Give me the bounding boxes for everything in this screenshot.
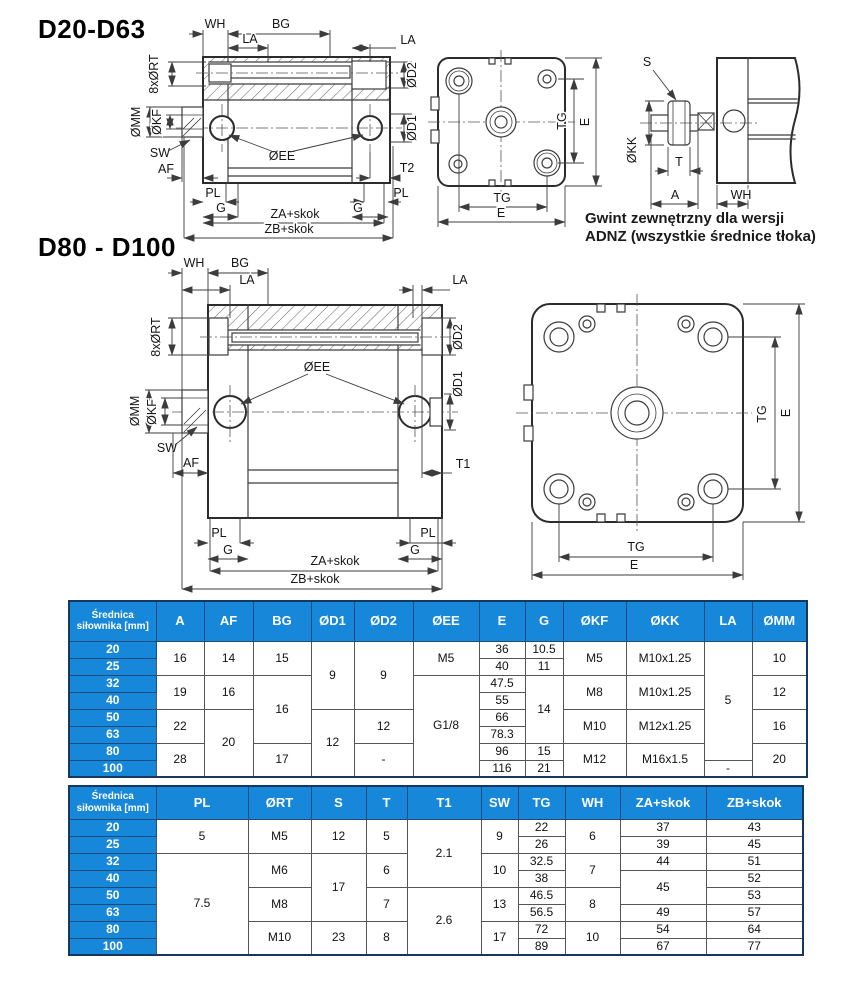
cell-za: 67 [620,938,706,955]
table1-header-diameter: Średnica siłownika [mm] [69,601,156,641]
row-label: 100 [69,938,156,955]
cell-af: 16 [204,675,253,709]
cell-okk: M10x1.25 [626,641,704,675]
dim-label-g-1: G [216,201,226,215]
cell-od1: 12 [311,709,354,777]
dim-label-od1-2: ØD1 [451,371,465,397]
cell-a: 19 [156,675,204,709]
cell-zb: 43 [706,819,803,836]
cell-la: - [704,760,752,777]
row-label: 63 [69,904,156,921]
dim-label-od2-2: ØD2 [451,324,465,350]
table1-header-g: G [525,601,563,641]
row-label: 50 [69,887,156,904]
cell-od1: 9 [311,641,354,709]
cell-od2: 9 [354,641,413,709]
dim-label-wh-2: WH [183,256,205,270]
cell-a: 22 [156,709,204,743]
dim-label-za-1: ZA+skok [270,207,320,221]
dim-label-tg-b1: TG [493,191,511,205]
dim-label-8xort-2: 8xØRT [149,317,163,357]
dim-label-okk: ØKK [625,136,639,164]
row-label: 80 [69,921,156,938]
cell-e: 47.5 [479,675,525,692]
cell-sw: 10 [481,853,518,887]
cell-sw: 9 [481,819,518,853]
table2-header-za: ZA+skok [620,786,706,819]
cell-od2: 12 [354,709,413,743]
drawing-rod-detail [625,55,800,209]
cell-t: 5 [366,819,407,853]
cell-wh: 10 [565,921,620,955]
dim-label-od1-1: ØD1 [405,115,419,141]
dim-label-s: S [642,55,652,69]
dim-label-bg-2: BG [230,256,250,270]
cell-zb: 53 [706,887,803,904]
cell-tg: 26 [518,836,565,853]
dim-label-tg-b2: TG [627,540,645,554]
cell-omm: 16 [752,709,807,743]
cell-okk: M16x1.5 [626,743,704,777]
drawing-d20-front [428,50,602,227]
cell-la: 5 [704,641,752,760]
row-label: 25 [69,836,156,853]
table1-header-oee: ØEE [413,601,479,641]
dim-label-tg-r2: TG [755,405,769,423]
table1-header-omm: ØMM [752,601,807,641]
cell-tg: 56.5 [518,904,565,921]
table2-header-t: T [366,786,407,819]
dim-label-oee-2: ØEE [303,360,331,374]
dim-label-e-r2: E [779,408,793,418]
cell-e: 55 [479,692,525,709]
row-label: 80 [69,743,156,760]
cell-s: 12 [311,819,366,853]
dim-label-la-1: LA [242,32,258,46]
dim-label-za-2: ZA+skok [310,554,360,568]
cell-e: 36 [479,641,525,658]
dim-label-okf-2: ØKF [145,399,159,425]
cell-okk: M10x1.25 [626,675,704,709]
table1-header-a: A [156,601,204,641]
cell-s: 23 [311,921,366,955]
table2-header-pl: PL [156,786,248,819]
dim-label-zb-2: ZB+skok [290,572,340,586]
cell-za: 39 [620,836,706,853]
dim-label-e-b1: E [496,206,506,220]
dimension-table-2 [68,785,804,956]
cell-bg: 17 [253,743,311,777]
row-label: 25 [69,658,156,675]
cell-okf: M10 [563,709,626,743]
cell-t: 6 [366,853,407,887]
dim-label-pl-1: PL [205,186,221,200]
table2-header-s: S [311,786,366,819]
dim-label-g-4: G [410,543,420,557]
cell-e: 66 [479,709,525,726]
cell-a: 16 [156,641,204,675]
dim-label-la-3: LA [239,273,255,287]
dim-label-e-r1: E [578,117,592,127]
dim-label-af-2: AF [183,456,199,470]
table1-header-row [69,601,807,641]
dim-label-la-4: LA [452,273,468,287]
table1-header-af: AF [204,601,253,641]
cell-omm: 10 [752,641,807,675]
cell-za: 37 [620,819,706,836]
dim-label-okf-1: ØKF [150,109,164,135]
cell-g: 21 [525,760,563,777]
dim-label-omm-2: ØMM [128,395,142,427]
table2-header-t1: T1 [407,786,481,819]
dim-label-a: A [670,188,680,202]
cell-wh: 6 [565,819,620,853]
dim-label-sw-2: SW [156,441,178,455]
table2-header-row [69,786,803,819]
cell-zb: 45 [706,836,803,853]
cell-s: 17 [311,853,366,921]
dim-label-tg-r1: TG [555,112,569,130]
row-label: 40 [69,870,156,887]
table1-header-okk: ØKK [626,601,704,641]
cell-okf: M12 [563,743,626,777]
cell-zb: 52 [706,870,803,887]
dim-label-af-1: AF [158,162,174,176]
cell-tg: 32.5 [518,853,565,870]
heading-d80-d100: D80 - D100 [38,232,176,262]
dim-label-sw-1: SW [149,146,171,160]
cell-za: 49 [620,904,706,921]
dim-label-pl-2: PL [393,186,409,200]
cell-g: 14 [525,675,563,743]
cell-a: 28 [156,743,204,777]
row-label: 32 [69,675,156,692]
heading-d20-d63: D20-D63 [38,14,146,44]
caption-line1: Gwint zewnętrzny dla wersji [585,210,785,227]
cell-oee: G1/8 [413,675,479,777]
cell-af: 20 [204,709,253,777]
cell-e: 78.3 [479,726,525,743]
cell-pl: 7.5 [156,853,248,955]
cell-tg: 72 [518,921,565,938]
table2-header-sw: SW [481,786,518,819]
cell-bg: 16 [253,675,311,743]
cell-za: 44 [620,853,706,870]
cell-sw: 17 [481,921,518,955]
cell-omm: 20 [752,743,807,777]
row-label: 63 [69,726,156,743]
table2-header-diameter: Średnica siłownika [mm] [69,786,156,819]
cell-oee: M5 [413,641,479,675]
cell-za: 45 [620,870,706,904]
cell-e: 96 [479,743,525,760]
dim-label-g-2: G [353,201,363,215]
table1-header-e: E [479,601,525,641]
dim-label-wh: WH [204,17,226,31]
row-label: 50 [69,709,156,726]
cell-g: 15 [525,743,563,760]
cell-ort: M8 [248,887,311,921]
cell-ort: M10 [248,921,311,955]
cell-okf: M8 [563,675,626,709]
cell-za: 54 [620,921,706,938]
cell-zb: 64 [706,921,803,938]
table2-row-20 [69,819,803,836]
row-label: 20 [69,641,156,658]
drawing-d80-front [516,294,805,580]
dim-label-omm-1: ØMM [129,106,143,138]
table1-header-la: LA [704,601,752,641]
cell-okk: M12x1.25 [626,709,704,743]
cell-ort: M6 [248,853,311,887]
cell-tg: 46.5 [518,887,565,904]
dim-label-g-3: G [223,543,233,557]
caption-line2: ADNZ (wszystkie średnice tłoka) [585,228,816,245]
drawing-d20-section [129,17,419,238]
cell-zb: 77 [706,938,803,955]
row-label: 40 [69,692,156,709]
dim-label-t: T [675,155,683,169]
dim-label-la-2: LA [400,33,416,47]
cell-t: 8 [366,921,407,955]
table2-header-tg: TG [518,786,565,819]
table2-header-ort: ØRT [248,786,311,819]
table1-row-32 [69,675,807,692]
cell-tg: 22 [518,819,565,836]
dim-label-pl-3: PL [211,526,227,540]
cell-pl: 5 [156,819,248,853]
dim-label-oee-1: ØEE [268,149,296,163]
cell-t: 7 [366,887,407,921]
cell-g: 11 [525,658,563,675]
cell-zb: 51 [706,853,803,870]
cell-e: 40 [479,658,525,675]
cell-zb: 57 [706,904,803,921]
table2-header-zb: ZB+skok [706,786,803,819]
cell-t1: 2.1 [407,819,481,887]
cell-t1: 2.6 [407,887,481,955]
dim-label-e-b2: E [629,558,639,572]
cell-tg: 38 [518,870,565,887]
cell-g: 10.5 [525,641,563,658]
dimension-table-1 [68,600,808,778]
row-label: 32 [69,853,156,870]
row-label: 20 [69,819,156,836]
table2-header-wh: WH [565,786,620,819]
cell-af: 14 [204,641,253,675]
table1-header-okf: ØKF [563,601,626,641]
table1-row-20 [69,641,807,658]
dim-label-wh-rod: WH [730,188,752,202]
dim-label-8xort-1: 8xØRT [147,54,161,94]
dim-label-t2: T2 [399,161,415,175]
dim-label-od2-1: ØD2 [405,62,419,88]
cell-okf: M5 [563,641,626,675]
cell-bg: 15 [253,641,311,675]
drawing-d80-section [128,256,470,589]
dim-label-t1: T1 [455,457,471,471]
cell-wh: 7 [565,853,620,887]
cell-tg: 89 [518,938,565,955]
cell-wh: 8 [565,887,620,921]
cell-omm: 12 [752,675,807,709]
cell-sw: 13 [481,887,518,921]
cell-ort: M5 [248,819,311,853]
cell-od2: - [354,743,413,777]
table1-header-bg: BG [253,601,311,641]
dim-label-zb-1: ZB+skok [264,222,314,236]
dim-label-bg: BG [271,17,291,31]
table1-header-od1: ØD1 [311,601,354,641]
table1-header-od2: ØD2 [354,601,413,641]
cell-e: 116 [479,760,525,777]
dim-label-pl-4: PL [420,526,436,540]
row-label: 100 [69,760,156,777]
